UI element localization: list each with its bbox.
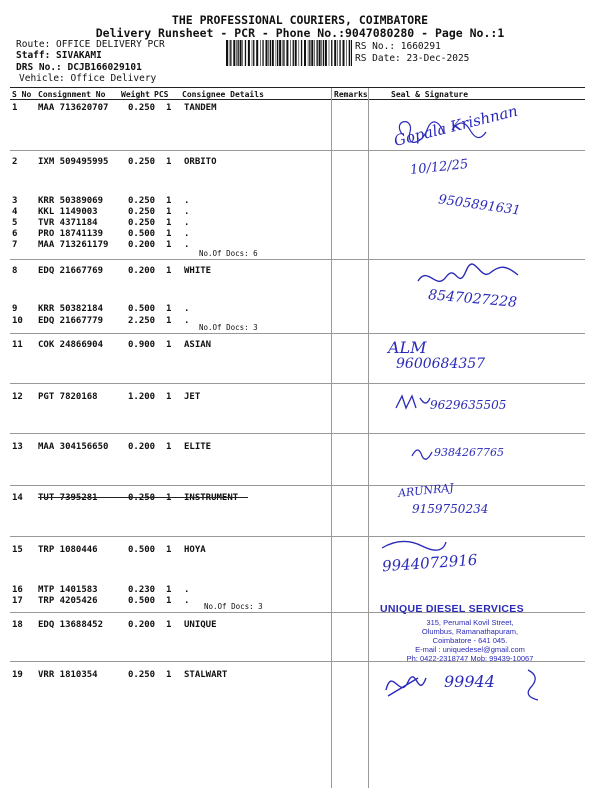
signature-7 xyxy=(397,481,489,516)
cell-consignment: EDQ 21667769 xyxy=(38,266,104,276)
barcode-bar xyxy=(343,40,345,66)
cell-pcs: 1 xyxy=(166,304,172,314)
cell-consignee: . xyxy=(184,196,190,206)
barcode-bar xyxy=(256,40,258,66)
cell-consignee: . xyxy=(184,596,190,606)
cell-pcs: 1 xyxy=(166,585,172,595)
signature-8 xyxy=(378,538,478,576)
cell-sno: 4 xyxy=(12,207,18,217)
docs-count: No.Of Docs: 6 xyxy=(199,249,258,258)
row-separator xyxy=(10,383,585,384)
cell-pcs: 1 xyxy=(166,545,172,555)
signature-scribble xyxy=(392,392,432,414)
signature-text: ARUNRAJ xyxy=(397,481,455,500)
barcode-bar xyxy=(270,40,271,66)
cell-consignee: UNIQUE xyxy=(184,620,217,630)
cell-consignee: HOYA xyxy=(184,545,206,555)
signature-2 xyxy=(409,156,522,219)
cell-consignee: INSTRUMENT xyxy=(184,493,239,503)
cell-weight: 0.250 xyxy=(128,157,156,167)
cell-consignment: TRP 4205426 xyxy=(38,596,98,606)
cell-weight: 2.250 xyxy=(128,316,156,326)
barcode-bar xyxy=(346,40,347,66)
cell-sno: 3 xyxy=(12,196,18,206)
signature-phone: 9629635505 xyxy=(430,398,507,412)
docs-count: No.Of Docs: 3 xyxy=(204,602,263,611)
barcode-bar xyxy=(331,40,332,66)
row-separator xyxy=(10,333,585,334)
cell-pcs: 1 xyxy=(166,620,172,630)
barcode-bar xyxy=(311,40,313,66)
cell-pcs: 1 xyxy=(166,229,172,239)
cell-consignment: PGT 7820168 xyxy=(38,392,98,402)
cell-sno: 17 xyxy=(12,596,23,606)
barcode-bar xyxy=(268,40,269,66)
barcode-bar xyxy=(238,40,239,66)
barcode-bar xyxy=(266,40,268,66)
cell-weight: 1.200 xyxy=(128,392,156,402)
barcode-bar xyxy=(242,40,243,66)
cell-consignee: . xyxy=(184,316,190,326)
runsheet-subtitle: Delivery Runsheet - PCR - Phone No.:9047080280 - Page No.:1 xyxy=(95,26,505,40)
stamp-line: Coimbatore - 641 045. xyxy=(432,636,508,645)
cell-consignee: ELITE xyxy=(184,442,212,452)
cell-consignee: . xyxy=(184,304,190,314)
cell-consignee: ORBITO xyxy=(184,157,217,167)
cell-pcs: 1 xyxy=(166,196,172,206)
cell-sno: 18 xyxy=(12,620,23,630)
staff-text: Staff: SIVAKAMI xyxy=(16,50,102,61)
signature-phone: 99944 xyxy=(444,672,495,691)
cell-sno: 2 xyxy=(12,157,18,167)
remarks-divider xyxy=(331,88,332,788)
cell-consignment: PRO 18741139 xyxy=(38,229,104,239)
cell-weight: 0.500 xyxy=(128,229,156,239)
cell-pcs: 1 xyxy=(166,103,172,113)
cell-weight: 0.200 xyxy=(128,266,156,276)
cell-pcs: 1 xyxy=(166,670,172,680)
header-bottom-rule xyxy=(10,99,585,100)
cell-consignment: TVR 4371184 xyxy=(38,218,98,228)
barcode-bar xyxy=(301,40,302,66)
barcode-bar xyxy=(321,40,322,66)
cell-consignment: EDQ 13688452 xyxy=(38,620,104,630)
barcode-bar xyxy=(283,40,284,66)
cell-sno: 1 xyxy=(12,103,18,113)
cell-sno: 5 xyxy=(12,218,18,228)
cell-sno: 16 xyxy=(12,585,23,595)
signature-5 xyxy=(392,392,507,418)
stamp-line: Olumbus, Ramanathapuram, xyxy=(421,627,519,636)
row-separator xyxy=(10,433,585,434)
cell-consignment: TUT 7395281 xyxy=(38,493,98,503)
cell-consignment: KRR 50389069 xyxy=(38,196,104,206)
cell-consignee: . xyxy=(184,207,190,217)
cell-pcs: 1 xyxy=(166,266,172,276)
cell-consignee: . xyxy=(184,229,190,239)
col-weight-header: Weight xyxy=(121,90,150,99)
cell-weight: 0.250 xyxy=(128,207,156,217)
barcode-bar xyxy=(262,40,263,66)
cell-sno: 11 xyxy=(12,340,23,350)
cell-pcs: 1 xyxy=(166,240,172,250)
barcode-bar xyxy=(272,40,274,66)
stamp-name: UNIQUE DIESEL SERVICES xyxy=(380,603,524,615)
cell-sno: 13 xyxy=(12,442,23,452)
docs-count: No.Of Docs: 3 xyxy=(199,323,258,332)
cell-consignment: KRR 50382184 xyxy=(38,304,104,314)
barcode-bar xyxy=(323,40,324,66)
cell-weight: 0.500 xyxy=(128,545,156,555)
signature-phone: 9505891631 xyxy=(437,192,522,219)
cell-consignment: KKL 1149003 xyxy=(38,207,98,217)
cell-weight: 0.200 xyxy=(128,442,156,452)
barcode-bar xyxy=(319,40,321,66)
cell-sno: 6 xyxy=(12,229,18,239)
cell-weight: 0.500 xyxy=(128,304,156,314)
signature-4 xyxy=(388,338,486,372)
row-separator xyxy=(10,536,585,537)
barcode-bar xyxy=(339,40,340,66)
cell-pcs: 1 xyxy=(166,596,172,606)
cell-consignee: ASIAN xyxy=(184,340,212,350)
cell-pcs: 1 xyxy=(166,218,172,228)
barcode-bar xyxy=(337,40,338,66)
signature-6 xyxy=(408,442,504,468)
barcode-bar xyxy=(351,40,352,66)
barcode-bar xyxy=(334,40,336,66)
barcode-bar xyxy=(253,40,254,66)
barcode-bar xyxy=(245,40,246,66)
rs-date: RS Date: 23-Dec-2025 xyxy=(355,53,470,64)
barcode-bar xyxy=(277,40,278,66)
cell-sno: 10 xyxy=(12,316,23,326)
cell-consignee: . xyxy=(184,585,190,595)
col-pcs-header: PCS xyxy=(154,90,169,99)
cell-pcs: 1 xyxy=(166,442,172,452)
cell-sno: 15 xyxy=(12,545,23,555)
stamp-line: 315, Perumal Kovil Street, xyxy=(426,618,514,627)
cell-pcs: 1 xyxy=(166,157,172,167)
runsheet-title: THE PROFESSIONAL COURIERS, COIMBATORE xyxy=(171,13,429,27)
cell-weight: 0.250 xyxy=(128,103,156,113)
cell-sno: 12 xyxy=(12,392,23,402)
barcode-bar xyxy=(299,40,300,66)
cell-weight: 0.200 xyxy=(128,240,156,250)
cell-weight: 0.250 xyxy=(128,196,156,206)
barcode-bar xyxy=(325,40,327,66)
seal-divider xyxy=(368,88,369,788)
strike-line xyxy=(38,497,248,498)
cell-consignment: MAA 304156650 xyxy=(38,442,109,452)
col-remarks-header: Remarks xyxy=(334,90,368,99)
drs-number: DRS No.: DCJB166029101 xyxy=(16,62,142,73)
barcode-bar xyxy=(286,40,288,66)
signature-phone: 8547027228 xyxy=(427,287,518,311)
col-sno-header: S No xyxy=(12,90,32,99)
cell-consignee: . xyxy=(184,218,190,228)
rs-number: RS No.: 1660291 xyxy=(355,41,441,52)
cell-sno: 9 xyxy=(12,304,18,314)
barcode-bar xyxy=(293,40,294,66)
signature-date: 10/12/25 xyxy=(409,156,470,179)
barcode-bar xyxy=(236,40,237,66)
signature-phone: 9944072916 xyxy=(381,550,478,576)
cell-consignment: EDQ 21667779 xyxy=(38,316,104,326)
barcode-bar xyxy=(230,40,231,66)
barcode-bar xyxy=(304,40,306,66)
col-consignment-header: Consignment No xyxy=(38,90,106,99)
cell-sno: 19 xyxy=(12,670,23,680)
signature-phone: 9384267765 xyxy=(434,446,504,459)
signature-scribble xyxy=(378,538,448,554)
barcode-bar xyxy=(233,40,235,66)
col-seal-header: Seal & Signature xyxy=(391,90,469,99)
cell-consignee: WHITE xyxy=(184,266,212,276)
cell-pcs: 1 xyxy=(166,392,172,402)
cell-sno: 14 xyxy=(12,493,23,503)
stamp-line: Ph: 0422-2318747 Mob: 99439-10067 xyxy=(406,654,534,663)
cell-consignment: IXM 509495995 xyxy=(38,157,109,167)
cell-pcs: 1 xyxy=(166,340,172,350)
barcode-bar xyxy=(252,40,253,66)
barcode-bar xyxy=(279,40,281,66)
cell-consignment: MTP 1401583 xyxy=(38,585,98,595)
route-text: Route: OFFICE DELIVERY PCR xyxy=(16,39,165,50)
signature-phone: 9600684357 xyxy=(396,356,486,372)
row-separator xyxy=(10,259,585,260)
barcode-bar xyxy=(295,40,297,66)
signature-1 xyxy=(392,101,542,156)
signature-3 xyxy=(410,263,530,311)
cell-consignee: JET xyxy=(184,392,201,402)
signature-text: ALM xyxy=(388,338,427,357)
cell-consignee: . xyxy=(184,240,190,250)
cell-consignment: MAA 713261179 xyxy=(38,240,109,250)
barcode-bar xyxy=(276,40,277,66)
header-top-rule xyxy=(10,87,585,88)
signature-phone: 9159750234 xyxy=(412,502,489,516)
barcode-bar xyxy=(260,40,261,66)
barcode-bar xyxy=(314,40,315,66)
cell-pcs: 1 xyxy=(166,316,172,326)
barcode-bar xyxy=(282,40,283,66)
col-consignee-header: Consignee Details xyxy=(182,90,264,99)
barcode-bar xyxy=(309,40,310,66)
cell-weight: 0.250 xyxy=(128,493,156,503)
vehicle-text: Vehicle: Office Delivery xyxy=(19,73,157,84)
barcode-bar xyxy=(226,40,228,66)
cell-sno: 7 xyxy=(12,240,18,250)
cell-weight: 0.500 xyxy=(128,596,156,606)
barcode-bar xyxy=(240,40,242,66)
barcode-bar xyxy=(349,40,350,66)
barcode-bar xyxy=(329,40,330,66)
cell-pcs: 1 xyxy=(166,493,172,503)
barcode-bar xyxy=(248,40,250,66)
row-separator xyxy=(10,485,585,486)
barcode-bar xyxy=(290,40,291,66)
signature-9 xyxy=(378,660,558,708)
cell-consignment: VRR 1810354 xyxy=(38,670,98,680)
barcode-bar xyxy=(308,40,309,66)
cell-consignment: MAA 713620707 xyxy=(38,103,109,113)
barcode-image xyxy=(226,40,352,66)
cell-pcs: 1 xyxy=(166,207,172,217)
barcode-bar xyxy=(317,40,318,66)
cell-weight: 0.200 xyxy=(128,620,156,630)
signature-text: Gopala Krishnan xyxy=(392,101,520,150)
cell-sno: 8 xyxy=(12,266,18,276)
cell-consignment: TRP 1080446 xyxy=(38,545,98,555)
cell-weight: 0.250 xyxy=(128,670,156,680)
cell-weight: 0.900 xyxy=(128,340,156,350)
barcode-bar xyxy=(229,40,230,66)
cell-weight: 0.230 xyxy=(128,585,156,595)
cell-consignee: TANDEM xyxy=(184,103,217,113)
cell-consignee: STALWART xyxy=(184,670,228,680)
cell-consignment: COK 24866904 xyxy=(38,340,104,350)
cell-weight: 0.250 xyxy=(128,218,156,228)
stamp-line: E-mail : uniquedesel@gmail.com xyxy=(415,645,525,654)
